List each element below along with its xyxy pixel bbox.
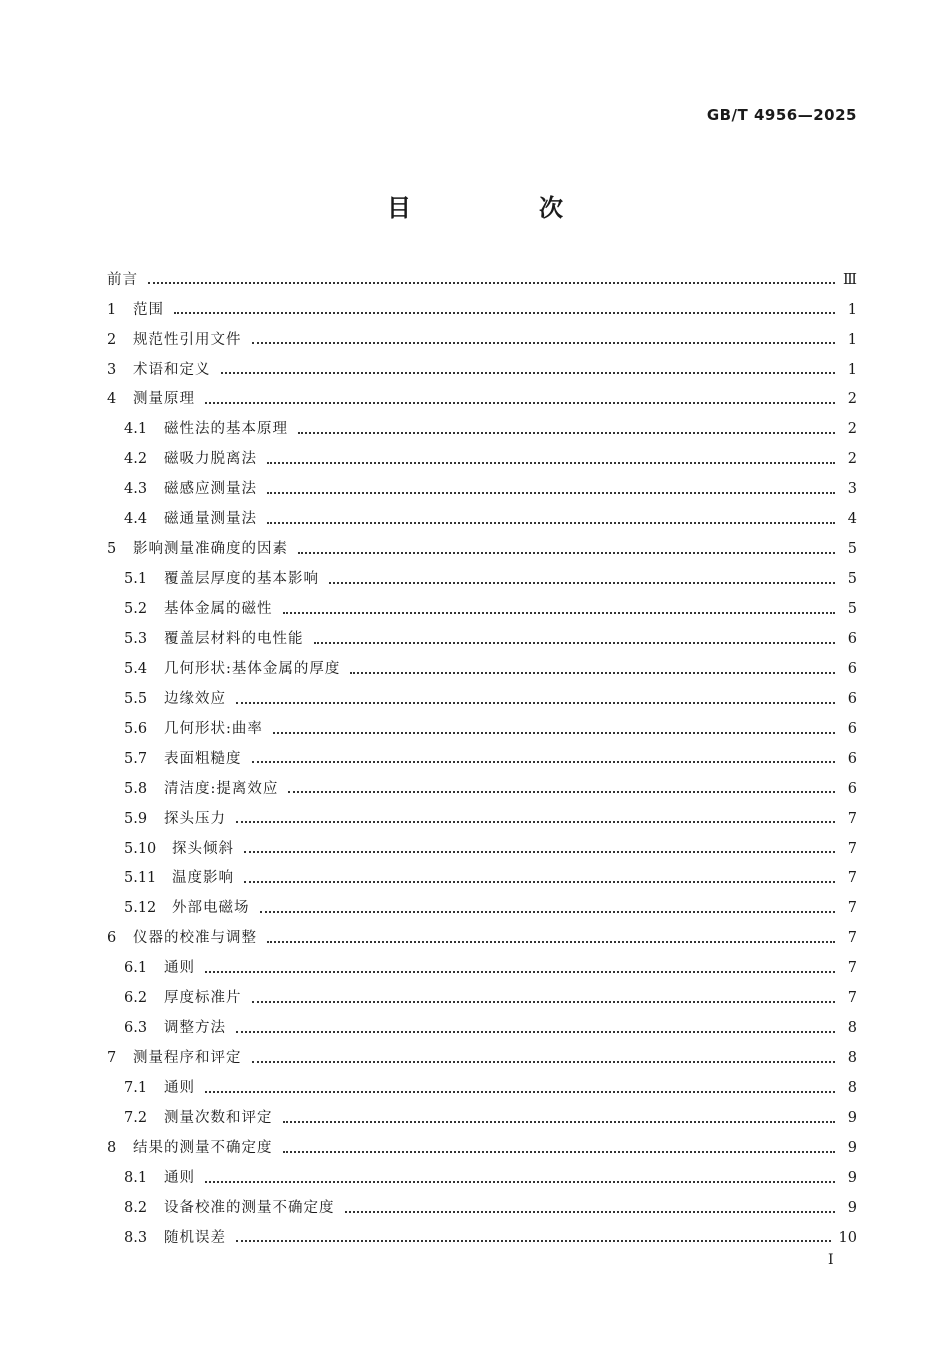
toc-entry-page: 10 xyxy=(838,1229,857,1246)
toc-entry-page: 9 xyxy=(847,1169,857,1186)
toc-entry[interactable] xyxy=(107,834,857,864)
toc-entry-label: 调整方法 xyxy=(164,1020,226,1037)
toc-leader-dots xyxy=(174,311,835,314)
toc-leader-dots xyxy=(205,401,835,404)
toc-entry[interactable] xyxy=(107,564,857,594)
toc-entry[interactable] xyxy=(107,924,857,954)
toc-entry-number: 4 xyxy=(107,391,117,408)
toc-entry-page: 7 xyxy=(847,930,857,947)
toc-entry-page: 2 xyxy=(847,391,857,408)
toc-entry[interactable] xyxy=(107,804,857,834)
toc-entry-label: 温度影响 xyxy=(172,870,234,887)
toc-entry-label: 测量程序和评定 xyxy=(133,1050,242,1067)
toc-entry-number: 5.4 xyxy=(124,660,148,677)
toc-leader-dots xyxy=(298,431,835,434)
toc-entry-page: 5 xyxy=(847,571,857,588)
toc-entry-label: 覆盖层材料的电性能 xyxy=(164,630,304,647)
toc-leader-dots xyxy=(252,1000,836,1003)
toc-entry[interactable] xyxy=(107,714,857,744)
toc-entry-page: 7 xyxy=(847,840,857,857)
toc-leader-dots xyxy=(260,910,836,913)
toc-entry-page: 6 xyxy=(847,630,857,647)
toc-entry[interactable] xyxy=(107,594,857,624)
toc-entry-label: 测量次数和评定 xyxy=(164,1109,273,1126)
toc-entry-number: 5.8 xyxy=(124,780,148,797)
toc-entry-number: 5 xyxy=(107,541,117,558)
toc-entry-label: 几何形状:曲率 xyxy=(164,720,263,737)
toc-entry-page: 7 xyxy=(847,960,857,977)
toc-entry-label: 通则 xyxy=(164,1169,195,1186)
toc-leader-dots xyxy=(345,1210,836,1213)
toc-leader-dots xyxy=(205,1180,835,1183)
page-folio: I xyxy=(828,1252,834,1268)
toc-entry-page: 6 xyxy=(847,690,857,707)
toc-leader-dots xyxy=(236,701,835,704)
toc-entry-number: 8 xyxy=(107,1139,117,1156)
toc-leader-dots xyxy=(283,1150,836,1153)
toc-entry[interactable] xyxy=(107,624,857,654)
toc-entry[interactable] xyxy=(107,1193,857,1223)
toc-entry[interactable] xyxy=(107,954,857,984)
toc-leader-dots xyxy=(283,1120,836,1123)
toc-entry[interactable] xyxy=(107,265,857,295)
toc-entry-label: 规范性引用文件 xyxy=(133,331,242,348)
toc-entry-label: 测量原理 xyxy=(133,391,195,408)
toc-entry-page: 7 xyxy=(847,900,857,917)
toc-leader-dots xyxy=(252,760,836,763)
toc-entry-number: 5.9 xyxy=(124,810,148,827)
toc-entry-label: 范围 xyxy=(133,301,164,318)
toc-leader-dots xyxy=(273,731,835,734)
toc-leader-dots xyxy=(236,820,835,823)
toc-leader-dots xyxy=(148,281,835,284)
toc-entry-page: 1 xyxy=(847,331,857,348)
toc-entry-number: 6.3 xyxy=(124,1020,148,1037)
toc-entry-page: 5 xyxy=(847,601,857,618)
toc-leader-dots xyxy=(244,880,835,883)
toc-entry-page: 2 xyxy=(847,421,857,438)
toc-entry[interactable] xyxy=(107,1103,857,1133)
toc-entry-label: 随机误差 xyxy=(164,1229,226,1246)
toc-leader-dots xyxy=(298,551,835,554)
toc-entry-number: 3 xyxy=(107,361,117,378)
toc-leader-dots xyxy=(350,671,835,674)
toc-entry-page: Ⅲ xyxy=(843,271,857,288)
toc-entry-label: 通则 xyxy=(164,1080,195,1097)
toc-entry-page: 4 xyxy=(847,511,857,528)
toc-entry-label: 仪器的校准与调整 xyxy=(133,930,257,947)
toc-entry[interactable] xyxy=(107,295,857,325)
toc-entry-page: 7 xyxy=(847,810,857,827)
toc-entry[interactable] xyxy=(107,1133,857,1163)
toc-leader-dots xyxy=(267,940,835,943)
toc-entry[interactable] xyxy=(107,1043,857,1073)
toc-entry-page: 6 xyxy=(847,780,857,797)
toc-entry-number: 8.3 xyxy=(124,1229,148,1246)
toc-entry-number: 4.3 xyxy=(124,481,148,498)
toc-entry-page: 1 xyxy=(847,361,857,378)
toc-entry-label: 厚度标准片 xyxy=(164,990,242,1007)
toc-leader-dots xyxy=(288,790,835,793)
toc-entry-page: 3 xyxy=(847,481,857,498)
toc-entry-page: 6 xyxy=(847,660,857,677)
toc-entry-label: 边缘效应 xyxy=(164,690,226,707)
toc-entry[interactable] xyxy=(107,355,857,385)
table-of-contents xyxy=(107,265,857,1253)
standard-code: GB/T 4956—2025 xyxy=(706,106,857,124)
toc-entry-page: 7 xyxy=(847,870,857,887)
toc-entry[interactable] xyxy=(107,654,857,684)
toc-entry-number: 5.3 xyxy=(124,630,148,647)
toc-entry[interactable] xyxy=(107,1013,857,1043)
toc-entry-page: 1 xyxy=(847,301,857,318)
toc-entry-number: 8.2 xyxy=(124,1199,148,1216)
toc-leader-dots xyxy=(252,1060,836,1063)
toc-entry-page: 9 xyxy=(847,1139,857,1156)
toc-entry-page: 9 xyxy=(847,1109,857,1126)
toc-entry-label: 设备校准的测量不确定度 xyxy=(164,1199,335,1216)
toc-entry-number: 6.2 xyxy=(124,990,148,1007)
toc-entry-number: 5.2 xyxy=(124,601,148,618)
toc-entry-label: 磁性法的基本原理 xyxy=(164,421,288,438)
toc-entry-label: 表面粗糙度 xyxy=(164,750,242,767)
toc-entry-page: 7 xyxy=(847,990,857,1007)
toc-entry-label: 结果的测量不确定度 xyxy=(133,1139,273,1156)
toc-entry-page: 2 xyxy=(847,451,857,468)
toc-entry-label: 磁通量测量法 xyxy=(164,511,257,528)
toc-entry[interactable] xyxy=(107,1073,857,1103)
toc-leader-dots xyxy=(221,371,836,374)
toc-title: 目 次 xyxy=(387,194,615,222)
toc-leader-dots xyxy=(329,581,835,584)
toc-entry-page: 8 xyxy=(847,1050,857,1067)
toc-entry[interactable] xyxy=(107,475,857,505)
toc-entry-number: 5.6 xyxy=(124,720,148,737)
toc-entry-label: 外部电磁场 xyxy=(172,900,250,917)
toc-leader-dots xyxy=(205,970,835,973)
toc-entry-number: 5.12 xyxy=(124,900,157,917)
toc-entry[interactable] xyxy=(107,984,857,1014)
toc-entry[interactable] xyxy=(107,445,857,475)
toc-entry[interactable] xyxy=(107,385,857,415)
toc-entry-label: 基体金属的磁性 xyxy=(164,601,273,618)
toc-entry-number: 5.11 xyxy=(124,870,157,887)
toc-entry-label: 术语和定义 xyxy=(133,361,211,378)
toc-entry-number: 8.1 xyxy=(124,1169,148,1186)
toc-entry-label: 磁吸力脱离法 xyxy=(164,451,257,468)
toc-leader-dots xyxy=(267,521,835,524)
toc-entry[interactable] xyxy=(107,684,857,714)
toc-entry[interactable] xyxy=(107,894,857,924)
toc-entry-number: 1 xyxy=(107,301,117,318)
toc-entry[interactable] xyxy=(107,534,857,564)
toc-entry[interactable] xyxy=(107,744,857,774)
toc-entry-label: 影响测量准确度的因素 xyxy=(133,541,288,558)
toc-entry[interactable] xyxy=(107,864,857,894)
toc-entry-label: 清洁度:提离效应 xyxy=(164,780,279,797)
toc-entry-number: 5.5 xyxy=(124,690,148,707)
toc-entry[interactable] xyxy=(107,505,857,535)
toc-entry[interactable] xyxy=(107,325,857,355)
toc-leader-dots xyxy=(283,611,836,614)
toc-entry-number: 6.1 xyxy=(124,960,148,977)
toc-entry-number: 6 xyxy=(107,930,117,947)
toc-entry-page: 5 xyxy=(847,541,857,558)
toc-entry-label: 覆盖层厚度的基本影响 xyxy=(164,571,319,588)
toc-entry-number: 7.2 xyxy=(124,1109,148,1126)
toc-entry-label: 通则 xyxy=(164,960,195,977)
toc-entry[interactable] xyxy=(107,1223,857,1253)
toc-entry[interactable] xyxy=(107,415,857,445)
toc-leader-dots xyxy=(267,461,835,464)
toc-entry[interactable] xyxy=(107,1163,857,1193)
toc-entry-label: 探头倾斜 xyxy=(172,840,234,857)
toc-entry-number: 5.7 xyxy=(124,750,148,767)
toc-entry-number: 4.1 xyxy=(124,421,148,438)
toc-leader-dots xyxy=(244,850,835,853)
toc-entry-label: 磁感应测量法 xyxy=(164,481,257,498)
toc-leader-dots xyxy=(267,491,835,494)
toc-entry[interactable] xyxy=(107,774,857,804)
toc-entry-number: 2 xyxy=(107,331,117,348)
toc-entry-page: 9 xyxy=(847,1199,857,1216)
toc-entry-number: 7 xyxy=(107,1050,117,1067)
toc-entry-number: 5.10 xyxy=(124,840,157,857)
toc-entry-number: 7.1 xyxy=(124,1080,148,1097)
toc-leader-dots xyxy=(205,1090,835,1093)
toc-entry-page: 8 xyxy=(847,1080,857,1097)
toc-leader-dots xyxy=(252,341,836,344)
toc-entry-page: 6 xyxy=(847,720,857,737)
toc-entry-number: 5.1 xyxy=(124,571,148,588)
toc-entry-label: 探头压力 xyxy=(164,810,226,827)
toc-entry-label: 前言 xyxy=(107,271,138,288)
toc-entry-page: 6 xyxy=(847,750,857,767)
toc-leader-dots xyxy=(236,1030,835,1033)
toc-leader-dots xyxy=(236,1239,831,1242)
toc-entry-number: 4.4 xyxy=(124,511,148,528)
toc-entry-number: 4.2 xyxy=(124,451,148,468)
toc-entry-label: 几何形状:基体金属的厚度 xyxy=(164,660,341,677)
toc-leader-dots xyxy=(314,641,836,644)
toc-entry-page: 8 xyxy=(847,1020,857,1037)
